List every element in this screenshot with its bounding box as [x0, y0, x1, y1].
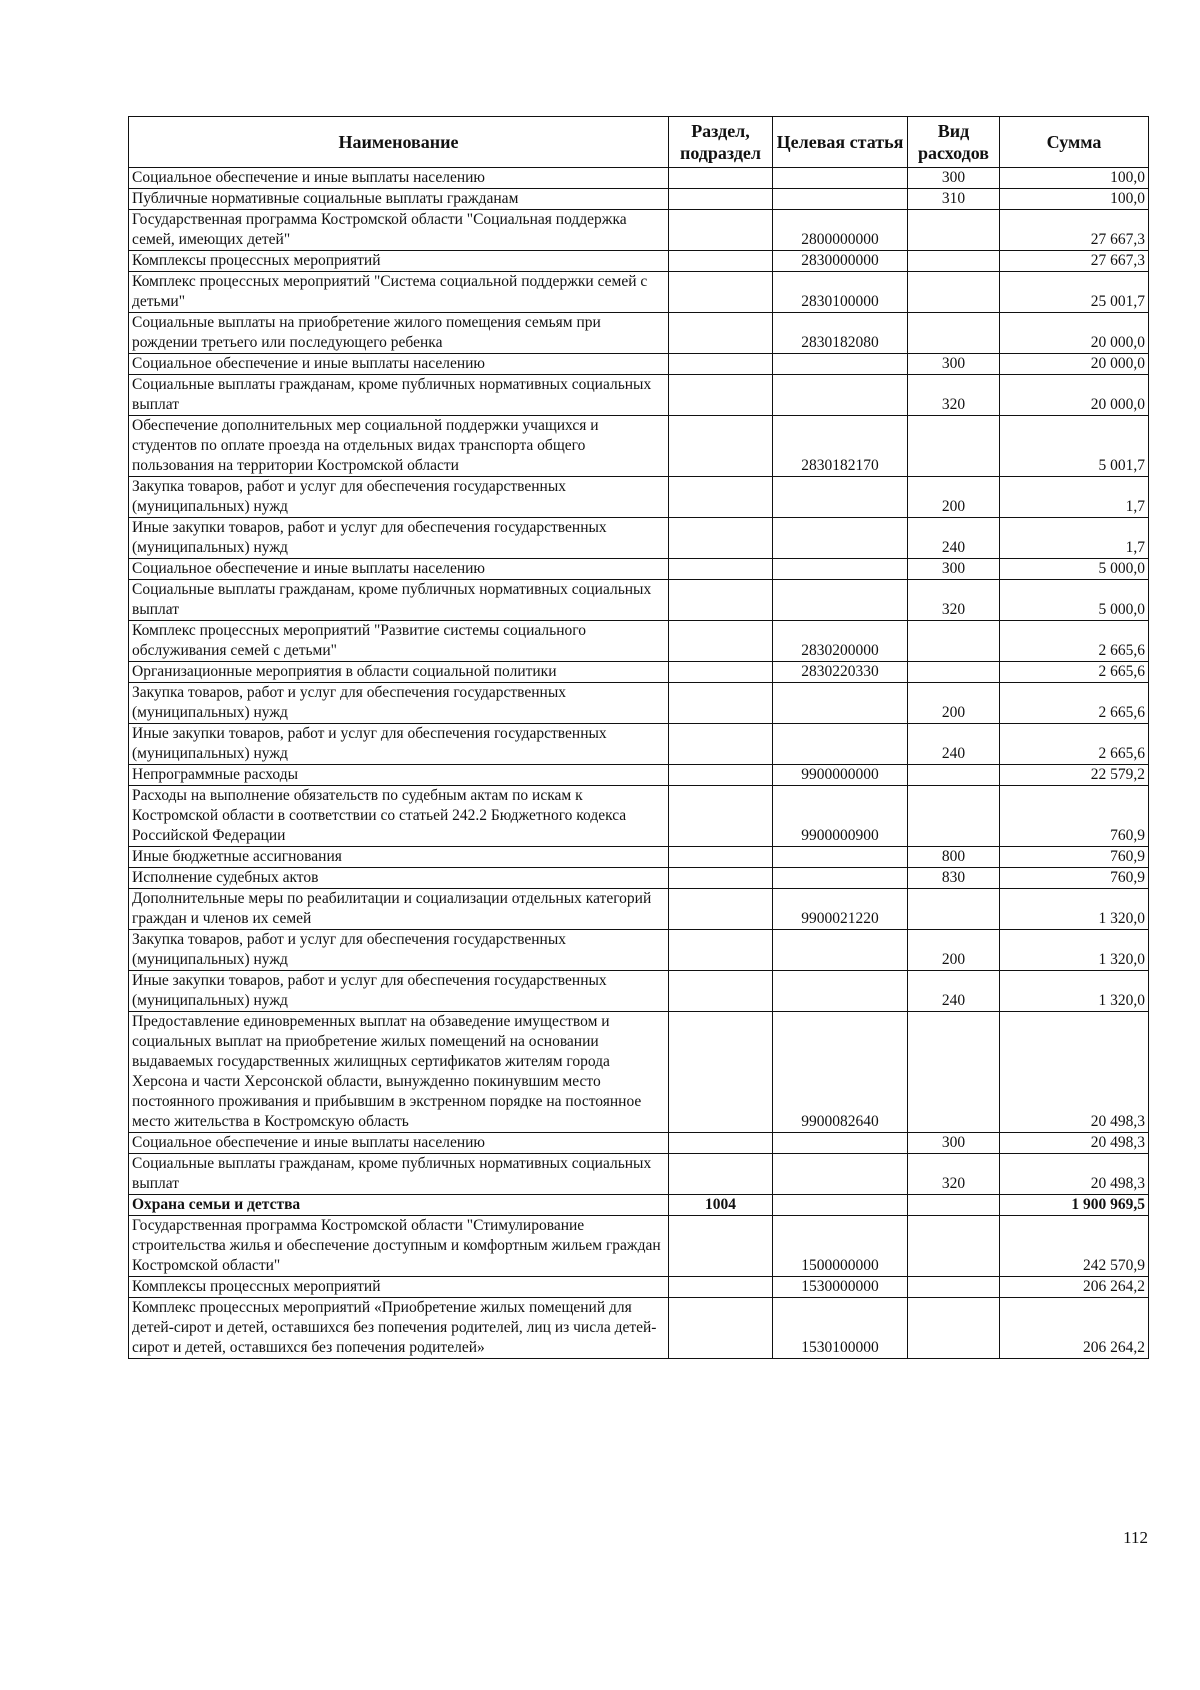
cell-section: [669, 1133, 773, 1154]
cell-sum: 1 320,0: [1000, 889, 1149, 930]
cell-section: [669, 724, 773, 765]
cell-type: [908, 1216, 1000, 1277]
cell-target: 2830182080: [773, 313, 908, 354]
cell-name: Государственная программа Костромской области "Социальная поддержка семей, имеющих детей": [129, 210, 669, 251]
cell-section: [669, 847, 773, 868]
table-row: [129, 1195, 1149, 1216]
cell-name: Государственная программа Костромской области "Стимулирование строительства жилья и обеспечение доступным и комфортным жильем граждан Костромской области": [129, 1216, 669, 1277]
cell-type: 300: [908, 354, 1000, 375]
page-number: 112: [1123, 1528, 1148, 1547]
cell-name: Обеспечение дополнительных мер социальной поддержки учащихся и студентов по оплате проезда на отдельных видах транспорта общего пользования на территории Костромской области: [129, 416, 669, 477]
table-row: [129, 889, 1149, 930]
table-row: [129, 1154, 1149, 1195]
table-row: [129, 1133, 1149, 1154]
cell-type: [908, 1298, 1000, 1359]
cell-name: Дополнительные меры по реабилитации и социализации отдельных категорий граждан и членов их семей: [129, 889, 669, 930]
cell-name: Комплекс процессных мероприятий "Развитие системы социального обслуживания семей с детьми": [129, 621, 669, 662]
document-page: [128, 116, 1148, 1359]
cell-type: 830: [908, 868, 1000, 889]
cell-name: Закупка товаров, работ и услуг для обеспечения государственных (муниципальных) нужд: [129, 683, 669, 724]
cell-type: [908, 1195, 1000, 1216]
cell-target: [773, 930, 908, 971]
table-row: [129, 724, 1149, 765]
table-row: [129, 786, 1149, 847]
cell-name: Непрограммные расходы: [129, 765, 669, 786]
table-row: [129, 683, 1149, 724]
table-body: [129, 168, 1149, 1359]
cell-sum: 2 665,6: [1000, 724, 1149, 765]
cell-type: 800: [908, 847, 1000, 868]
cell-name: Социальные выплаты гражданам, кроме публичных нормативных социальных выплат: [129, 1154, 669, 1195]
header-row: [129, 117, 1149, 168]
cell-type: [908, 621, 1000, 662]
cell-type: [908, 416, 1000, 477]
cell-sum: 20 000,0: [1000, 354, 1149, 375]
cell-name: Закупка товаров, работ и услуг для обеспечения государственных (муниципальных) нужд: [129, 477, 669, 518]
table-row: [129, 1298, 1149, 1359]
cell-section: [669, 683, 773, 724]
table-row: [129, 868, 1149, 889]
cell-name: Публичные нормативные социальные выплаты гражданам: [129, 189, 669, 210]
header-type: Вид расходов: [908, 117, 1000, 168]
cell-sum: 760,9: [1000, 847, 1149, 868]
cell-type: 320: [908, 580, 1000, 621]
cell-section: [669, 1298, 773, 1359]
cell-type: [908, 1277, 1000, 1298]
cell-name: Иные бюджетные ассигнования: [129, 847, 669, 868]
header-section: Раздел, подраздел: [669, 117, 773, 168]
cell-type: 240: [908, 518, 1000, 559]
table-row: [129, 416, 1149, 477]
header-target: Целевая статья: [773, 117, 908, 168]
table-row: [129, 168, 1149, 189]
cell-section: [669, 375, 773, 416]
cell-target: 2830000000: [773, 251, 908, 272]
cell-sum: 5 001,7: [1000, 416, 1149, 477]
table-row: [129, 375, 1149, 416]
table-row: [129, 559, 1149, 580]
table-row: [129, 477, 1149, 518]
cell-section: [669, 971, 773, 1012]
cell-target: [773, 354, 908, 375]
cell-section: [669, 313, 773, 354]
cell-type: [908, 765, 1000, 786]
table-row: [129, 518, 1149, 559]
cell-section: [669, 765, 773, 786]
cell-type: [908, 210, 1000, 251]
cell-name: Расходы на выполнение обязательств по судебным актам по искам к Костромской области в соответствии со статьей 242.2 Бюджетного кодекса Российской Федерации: [129, 786, 669, 847]
cell-target: 2830220330: [773, 662, 908, 683]
cell-name: Комплекс процессных мероприятий "Система социальной поддержки семей с детьми": [129, 272, 669, 313]
cell-section: [669, 168, 773, 189]
table-row: [129, 930, 1149, 971]
cell-name: Охрана семьи и детства: [129, 1195, 669, 1216]
cell-target: [773, 868, 908, 889]
cell-target: 2830200000: [773, 621, 908, 662]
cell-target: 9900000900: [773, 786, 908, 847]
header-sum: Сумма: [1000, 117, 1149, 168]
cell-target: 2830100000: [773, 272, 908, 313]
cell-type: 200: [908, 930, 1000, 971]
cell-type: 200: [908, 477, 1000, 518]
cell-section: [669, 889, 773, 930]
cell-sum: 20 498,3: [1000, 1012, 1149, 1133]
cell-section: [669, 930, 773, 971]
cell-type: 300: [908, 168, 1000, 189]
cell-name: Социальное обеспечение и иные выплаты населению: [129, 559, 669, 580]
cell-sum: 25 001,7: [1000, 272, 1149, 313]
cell-sum: 100,0: [1000, 168, 1149, 189]
cell-section: [669, 354, 773, 375]
cell-type: [908, 662, 1000, 683]
cell-sum: 2 665,6: [1000, 662, 1149, 683]
cell-target: 1530000000: [773, 1277, 908, 1298]
cell-section: [669, 189, 773, 210]
cell-target: 9900021220: [773, 889, 908, 930]
cell-sum: 1 320,0: [1000, 971, 1149, 1012]
cell-sum: 206 264,2: [1000, 1277, 1149, 1298]
table-row: [129, 1277, 1149, 1298]
cell-target: [773, 375, 908, 416]
table-row: [129, 354, 1149, 375]
cell-section: [669, 559, 773, 580]
cell-section: [669, 1154, 773, 1195]
cell-name: Комплексы процессных мероприятий: [129, 251, 669, 272]
table-row: [129, 189, 1149, 210]
cell-type: 320: [908, 375, 1000, 416]
table-row: [129, 251, 1149, 272]
cell-section: [669, 210, 773, 251]
cell-name: Комплекс процессных мероприятий «Приобретение жилых помещений для детей-сирот и детей, оставшихся без попечения родителей, лиц из числа детей-сирот и детей, оставшихся без попечения родителей»: [129, 1298, 669, 1359]
cell-sum: 1,7: [1000, 477, 1149, 518]
cell-section: [669, 868, 773, 889]
cell-type: 310: [908, 189, 1000, 210]
cell-target: [773, 724, 908, 765]
table-row: [129, 662, 1149, 683]
cell-section: [669, 621, 773, 662]
table-row: [129, 1012, 1149, 1133]
cell-target: [773, 168, 908, 189]
cell-type: 300: [908, 1133, 1000, 1154]
cell-type: 240: [908, 971, 1000, 1012]
cell-target: 9900000000: [773, 765, 908, 786]
cell-target: [773, 518, 908, 559]
cell-target: [773, 683, 908, 724]
cell-name: Социальное обеспечение и иные выплаты населению: [129, 168, 669, 189]
cell-type: [908, 313, 1000, 354]
cell-target: [773, 477, 908, 518]
cell-sum: 22 579,2: [1000, 765, 1149, 786]
cell-name: Социальное обеспечение и иные выплаты населению: [129, 354, 669, 375]
cell-name: Закупка товаров, работ и услуг для обеспечения государственных (муниципальных) нужд: [129, 930, 669, 971]
cell-target: [773, 1195, 908, 1216]
cell-section: [669, 1012, 773, 1133]
cell-name: Организационные мероприятия в области социальной политики: [129, 662, 669, 683]
cell-section: [669, 786, 773, 847]
cell-name: Исполнение судебных актов: [129, 868, 669, 889]
cell-target: [773, 559, 908, 580]
header-name: Наименование: [129, 117, 669, 168]
cell-target: [773, 580, 908, 621]
cell-target: [773, 1154, 908, 1195]
cell-section: [669, 1277, 773, 1298]
cell-sum: 100,0: [1000, 189, 1149, 210]
table-row: [129, 210, 1149, 251]
cell-type: [908, 1012, 1000, 1133]
cell-sum: 5 000,0: [1000, 580, 1149, 621]
table-row: [129, 765, 1149, 786]
cell-target: 9900082640: [773, 1012, 908, 1133]
cell-target: [773, 189, 908, 210]
cell-sum: 1,7: [1000, 518, 1149, 559]
cell-name: Иные закупки товаров, работ и услуг для обеспечения государственных (муниципальных) нужд: [129, 724, 669, 765]
cell-sum: 206 264,2: [1000, 1298, 1149, 1359]
cell-sum: 20 000,0: [1000, 375, 1149, 416]
cell-sum: 1 900 969,5: [1000, 1195, 1149, 1216]
cell-target: [773, 847, 908, 868]
cell-sum: 20 000,0: [1000, 313, 1149, 354]
cell-sum: 760,9: [1000, 868, 1149, 889]
cell-section: [669, 662, 773, 683]
cell-name: Комплексы процессных мероприятий: [129, 1277, 669, 1298]
cell-sum: 27 667,3: [1000, 210, 1149, 251]
cell-type: 320: [908, 1154, 1000, 1195]
cell-type: [908, 786, 1000, 847]
cell-name: Иные закупки товаров, работ и услуг для обеспечения государственных (муниципальных) нужд: [129, 971, 669, 1012]
cell-target: 2800000000: [773, 210, 908, 251]
cell-type: 300: [908, 559, 1000, 580]
cell-type: 200: [908, 683, 1000, 724]
cell-target: 1530100000: [773, 1298, 908, 1359]
cell-section: [669, 272, 773, 313]
cell-section: 1004: [669, 1195, 773, 1216]
cell-sum: 2 665,6: [1000, 683, 1149, 724]
cell-section: [669, 1216, 773, 1277]
cell-target: 2830182170: [773, 416, 908, 477]
cell-sum: 242 570,9: [1000, 1216, 1149, 1277]
table-row: [129, 971, 1149, 1012]
cell-target: 1500000000: [773, 1216, 908, 1277]
cell-section: [669, 251, 773, 272]
cell-name: Предоставление единовременных выплат на обзаведение имуществом и социальных выплат на приобретение жилых помещений на основании выдаваемых государственных жилищных сертификатов жителям города Херсона и части Херсонской области, вынужденно покинувшим место постоянного проживания и прибывшим в экстренном порядке на постоянное место жительства в Костромскую область: [129, 1012, 669, 1133]
table-row: [129, 272, 1149, 313]
cell-sum: 27 667,3: [1000, 251, 1149, 272]
table-row: [129, 621, 1149, 662]
cell-sum: 20 498,3: [1000, 1154, 1149, 1195]
table-row: [129, 580, 1149, 621]
cell-type: [908, 251, 1000, 272]
cell-sum: 1 320,0: [1000, 930, 1149, 971]
cell-name: Иные закупки товаров, работ и услуг для обеспечения государственных (муниципальных) нужд: [129, 518, 669, 559]
table-row: [129, 313, 1149, 354]
cell-sum: 2 665,6: [1000, 621, 1149, 662]
cell-section: [669, 477, 773, 518]
cell-sum: 5 000,0: [1000, 559, 1149, 580]
cell-sum: 760,9: [1000, 786, 1149, 847]
cell-section: [669, 580, 773, 621]
cell-sum: 20 498,3: [1000, 1133, 1149, 1154]
table-row: [129, 847, 1149, 868]
table-row: [129, 1216, 1149, 1277]
cell-section: [669, 518, 773, 559]
cell-target: [773, 1133, 908, 1154]
cell-name: Социальные выплаты на приобретение жилого помещения семьям при рождении третьего или последующего ребенка: [129, 313, 669, 354]
budget-table: [128, 116, 1149, 1359]
table-header: [129, 117, 1149, 168]
cell-type: 240: [908, 724, 1000, 765]
cell-name: Социальные выплаты гражданам, кроме публичных нормативных социальных выплат: [129, 580, 669, 621]
cell-name: Социальные выплаты гражданам, кроме публичных нормативных социальных выплат: [129, 375, 669, 416]
cell-type: [908, 272, 1000, 313]
cell-target: [773, 971, 908, 1012]
cell-name: Социальное обеспечение и иные выплаты населению: [129, 1133, 669, 1154]
cell-type: [908, 889, 1000, 930]
cell-section: [669, 416, 773, 477]
